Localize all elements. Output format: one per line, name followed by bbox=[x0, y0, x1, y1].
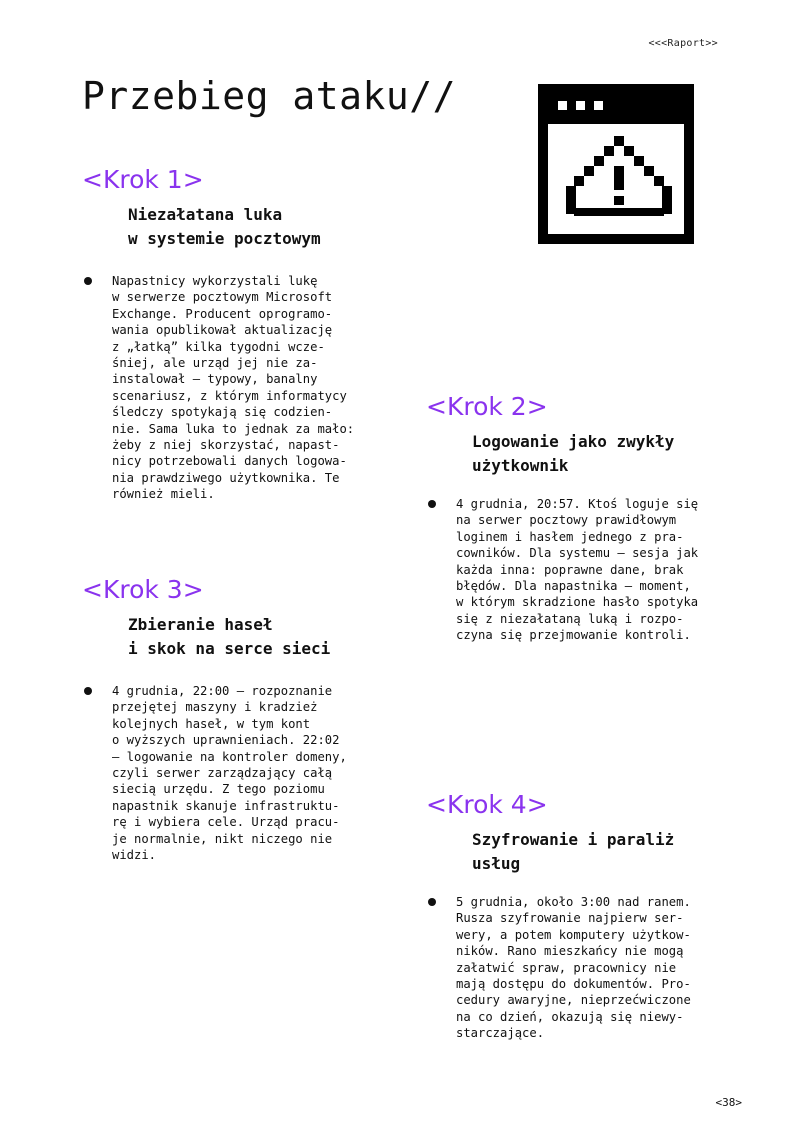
step-bullet-item bbox=[82, 273, 392, 503]
step-text: 4 grudnia, 20:57. Ktoś loguje się na serwer pocztowy prawidłowym loginem i hasłem jednego z pra- cowników. Dla systemu — sesja jak każda inna: poprawne dane, brak błędów. Dla napastnika — moment, w którym skradzione hasło spotyka się z niezałataną luką i rozpo- czyna się przejmowanie kontroli. bbox=[456, 497, 699, 643]
step-heading: Szyfrowanie i paraliż usług bbox=[472, 830, 675, 873]
bullet-icon bbox=[84, 687, 92, 695]
step-text: 4 grudnia, 22:00 — rozpoznanie przejętej maszyny i kradzież kolejnych haseł, w tym kont o wyższych uprawnieniach. 22:02 — logowanie na kontroler domeny, czyli serwer zarządzający całą siecią urzędu. Z tego poziomu napastnik skanuje infrastruktu- rę i wybiera cele. Urząd pracu- je normalnie, nikt niczego nie widzi. bbox=[112, 684, 347, 863]
step-4 bbox=[426, 790, 736, 1042]
step-heading: Logowanie jako zwykły użytkownik bbox=[472, 432, 675, 475]
step-number: <Krok 2> bbox=[426, 392, 548, 421]
step-bullet-item bbox=[426, 894, 736, 1042]
step-text: 5 grudnia, około 3:00 nad ranem. Rusza szyfrowanie najpierw ser- wery, a potem komputery użytkow- ników. Rano mieszkańcy nie mogą załatwić spraw, pracownicy nie mają dostępu do dokumentów. Pro- cedury awaryjne, nieprzećwiczone na co dzień, okazują się niewy- starczające. bbox=[456, 895, 691, 1041]
step-bullet-item bbox=[82, 683, 392, 863]
warning-window-icon bbox=[536, 82, 696, 246]
step-heading: Niezałatana luka w systemie pocztowym bbox=[128, 205, 321, 248]
bullet-icon bbox=[84, 277, 92, 285]
step-2 bbox=[426, 392, 736, 644]
page-number: <38> bbox=[715, 1096, 742, 1109]
report-header-tag: <<<Raport>> bbox=[648, 38, 718, 49]
bullet-icon bbox=[428, 898, 436, 906]
step-number: <Krok 3> bbox=[82, 575, 204, 604]
step-heading: Zbieranie haseł i skok na serce sieci bbox=[128, 615, 331, 658]
step-3 bbox=[82, 575, 392, 863]
page-title: Przebieg ataku// bbox=[82, 74, 457, 118]
bullet-icon bbox=[428, 500, 436, 508]
step-bullet-item bbox=[426, 496, 736, 644]
step-number: <Krok 1> bbox=[82, 165, 204, 194]
step-1 bbox=[82, 165, 392, 503]
step-text: Napastnicy wykorzystali lukę w serwerze pocztowym Microsoft Exchange. Producent oprogramo- wania opublikował aktualizację z „łatką” kilka tygodni wcze- śniej, ale urząd jej nie za- instalował — typowy, banalny scenariusz, z którym informatycy śledczy spotykają się codzien- nie. Sama luka to jednak za mało: żeby z niej skorzystać, napast- nicy potrzebowali danych logowa- nia prawdziwego użytkownika. Te również mieli. bbox=[112, 274, 355, 502]
step-number: <Krok 4> bbox=[426, 790, 548, 819]
